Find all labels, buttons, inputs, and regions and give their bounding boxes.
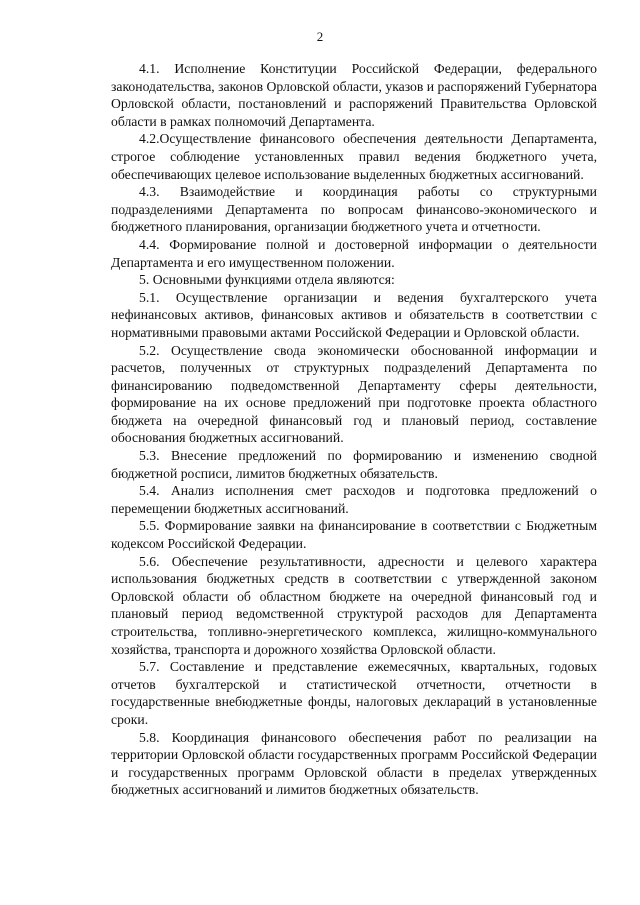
paragraph: 5.8. Координация финансового обеспечения работ по реализации на территории Орловской области государственных программ Российской Федерации и государственных программ Орловской области в пределах утвержденных бюджетных ассигнований и лимитов бюджетных обязательств.: [111, 729, 597, 798]
paragraph: 5.7. Составление и представление ежемесячных, квартальных, годовых отчетов бухгалтерской и статистической отчетности, отчетности в государственные внебюджетные фонды, налоговых деклараций в установленные сроки.: [111, 659, 597, 727]
paragraph: 5.2. Осуществление свода экономически обоснованной информации и расчетов, полученных от структурных подразделений Департамента по финансированию подведомственной Департаменту сферы деятельности, формирование на их основе предложений при подготовке проекта областного бюджета на очередной финансовый год и плановый период, составление обоснования бюджетных ассигнований.: [111, 342, 597, 446]
paragraph: 5.4. Анализ исполнения смет расходов и подготовка предложений о перемещении бюджетных ассигнований.: [111, 483, 597, 516]
paragraph: 5.1. Осуществление организации и ведения бухгалтерского учета нефинансовых активов, финансовых активов и обязательств в соответствии с нормативными правовыми актами Российской Федерации и Орловской области.: [111, 289, 597, 340]
paragraph: 4.1. Исполнение Конституции Российской Федерации, федерального законодательства, законов Орловской области, указов и распоряжений Губернатора Орловской области, постановлений и распоряжений Правительства Орловской области в рамках полномочий Департамента.: [111, 61, 597, 129]
paragraph: 5.3. Внесение предложений по формированию и изменению сводной бюджетной росписи, лимитов бюджетных обязательств.: [111, 448, 597, 481]
page-number: 2: [316, 29, 324, 44]
paragraph: 4.2.Осуществление финансового обеспечения деятельности Департамента, строгое соблюдение установленных правил ведения бюджетного учета, обеспечивающих целевое использование выделенных бюджетных ассигнований.: [111, 131, 597, 182]
paragraph: 5. Основными функциями отдела являются:: [139, 272, 395, 288]
paragraph: 5.6. Обеспечение результативности, адресности и целевого характера использования бюджетных средств в соответствии с утвержденной законом Орловской области об областном бюджете на очередной финансовый год и плановый период ведомственной структурой расходов для Департамента строительства, топливно-энергетического комплекса, жилищно-коммунального хозяйства, транспорта и дорожного хозяйства Орловской области.: [111, 553, 597, 657]
paragraph: 4.4. Формирование полной и достоверной информации о деятельности Департамента и его имущественном положении.: [111, 236, 597, 270]
paragraph: 4.3. Взаимодействие и координация работы со структурными подразделениями Департамента по вопросам финансово-экономического и бюджетного планирования, организации бюджетного учета и отчетности.: [111, 184, 597, 235]
document-body: [111, 60, 597, 799]
paragraph: 5.5. Формирование заявки на финансирование в соответствии с Бюджетным кодексом Российской Федерации.: [111, 518, 597, 552]
